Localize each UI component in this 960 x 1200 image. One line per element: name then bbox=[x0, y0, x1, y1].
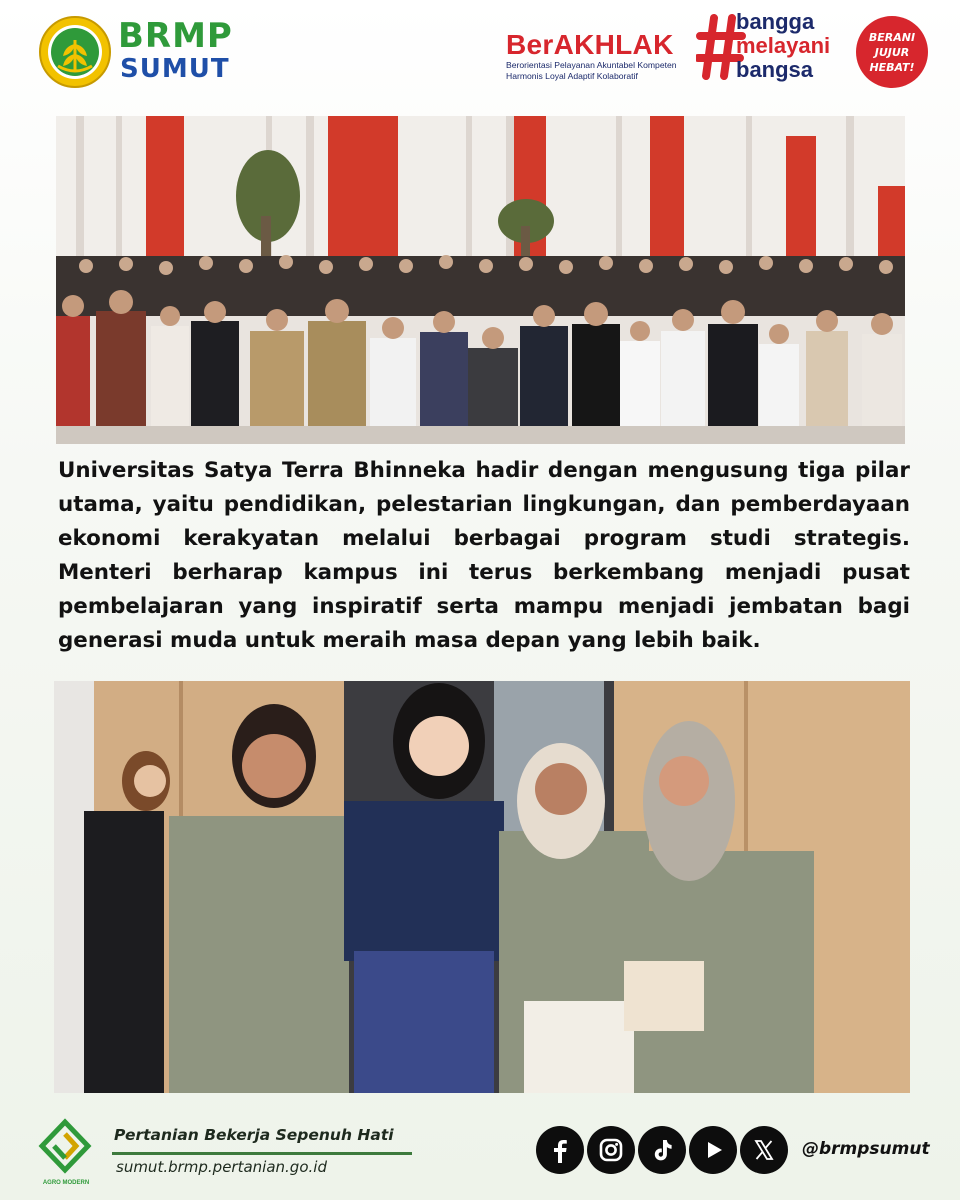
bangga-line-3: bangsa bbox=[736, 57, 814, 82]
group-photo-illustration bbox=[54, 681, 910, 1093]
footer-tagline: Pertanian Bekerja Sepenuh Hati bbox=[114, 1126, 394, 1144]
brand-name-top: BRMP bbox=[118, 16, 233, 56]
brand-name-bottom: SUMUT bbox=[120, 54, 230, 84]
bangga-line-1: bangga bbox=[736, 9, 815, 34]
footer bbox=[0, 1100, 960, 1200]
svg-text:BERANI: BERANI bbox=[868, 31, 916, 44]
berakhlak-logo bbox=[506, 30, 698, 82]
brand-wordmark bbox=[118, 18, 233, 84]
website-link[interactable]: sumut.brmp.pertanian.go.id bbox=[116, 1158, 327, 1176]
facebook-icon[interactable] bbox=[536, 1126, 584, 1174]
social-icons bbox=[536, 1126, 788, 1174]
kementan-logo-icon bbox=[38, 14, 112, 90]
svg-text:JUJUR: JUJUR bbox=[874, 46, 910, 59]
group-photo-four-women bbox=[54, 681, 910, 1093]
social-handle[interactable]: @brmpsumut bbox=[802, 1139, 930, 1159]
article-paragraph: Universitas Satya Terra Bhinneka hadir dengan mengusung tiga pilar utama, yaitu pendidikan, pelestarian lingkungan, dan pemberdayaan ekonomi kerakyatan melalui berbagai program studi strategis. Menteri berharap kampus ini terus berkembang menjadi pusat pembelajaran yang inspiratif serta mampu menjadi jembatan bagi generasi muda untuk meraih masa depan yang lebih baik. bbox=[58, 458, 910, 653]
berakhlak-line-1: Berorientasi Pelayanan Akuntabel Kompeten bbox=[506, 60, 677, 70]
berani-badge-lettering-icon bbox=[859, 19, 925, 85]
instagram-icon[interactable] bbox=[587, 1126, 635, 1174]
svg-text:HEBAT!: HEBAT! bbox=[869, 61, 915, 74]
berakhlak-line-2: Harmonis Loyal Adaptif Kolaboratif bbox=[506, 71, 638, 81]
tiktok-icon[interactable] bbox=[638, 1126, 686, 1174]
header bbox=[0, 0, 960, 108]
tagline-divider bbox=[112, 1152, 412, 1155]
bangga-line-2: melayani bbox=[736, 33, 831, 58]
berani-jujur-hebat-badge bbox=[856, 16, 928, 88]
x-icon[interactable] bbox=[740, 1126, 788, 1174]
berakhlak-title: BerAKHLAK bbox=[506, 29, 674, 60]
agro-modern-logo-icon bbox=[38, 1118, 92, 1178]
youtube-icon[interactable] bbox=[689, 1126, 737, 1174]
event-audience-photo bbox=[56, 116, 905, 444]
agro-modern-caption: AGRO MODERN bbox=[42, 1180, 90, 1186]
bangga-melayani-bangsa-logo bbox=[736, 10, 856, 82]
audience-photo-illustration bbox=[56, 116, 905, 444]
